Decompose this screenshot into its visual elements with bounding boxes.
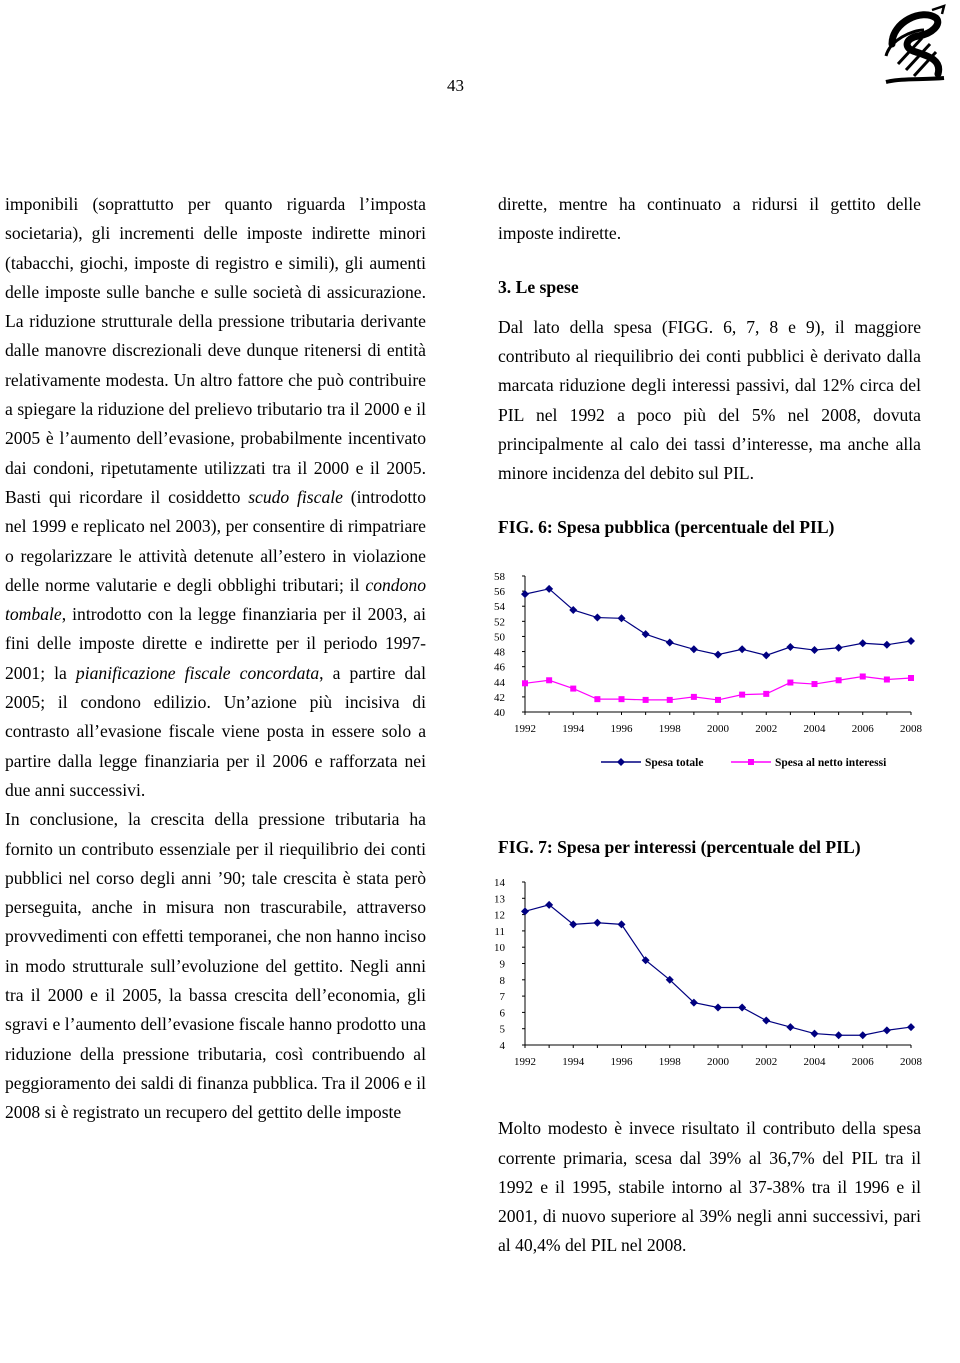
chart-0-series-0-point — [642, 630, 650, 638]
chart-0-legend-marker-1 — [748, 759, 754, 765]
chart-0-series-1-point — [715, 697, 721, 703]
chart-0-y-tick-label: 52 — [494, 616, 505, 629]
chart-1-x-tick-label: 1998 — [658, 1056, 681, 1069]
chart-0-series-0-point — [666, 638, 674, 646]
chart-0-series-1-point — [739, 692, 745, 698]
chart-0-y-tick-label: 54 — [494, 601, 505, 614]
chart-0-legend-label-1: Spesa al netto interessi — [775, 756, 887, 769]
chart-0-series-0-point — [859, 639, 867, 647]
left-text-1: imponibili (soprattutto per quanto riguarda l’imposta societaria), gli incrementi delle imposte indirette minori (tabacchi, giochi, imposte di registro e simili), gli aumenti delle imposte sulle banche e sulle società di assicurazione. La riduzione strutturale della pressione tributaria derivante dalle manovre discrezionali deve dunque ritenersi di entità relativamente modesta. Un altro fattore che può contribuire a spiegare la riduzione del prelievo tributario tra il 2000 e il 2005 è l’aumento dell’evasione, probabilmente incentivato dai condoni, ripetutamente utilizzati tra il 2000 e il 2005. Basti qui ricordare il cosiddetto — [5, 194, 426, 507]
chart-0-series-1-point — [763, 691, 769, 697]
chart-0-y-tick-label: 58 — [494, 570, 505, 583]
emphasis-condono-tombale: condono tombale — [5, 574, 426, 625]
section-heading: 3. Le spese — [498, 276, 579, 297]
chart-0-series-0-point — [714, 651, 722, 659]
chart-1-y-tick-label: 7 — [499, 991, 505, 1004]
fig7-caption: FIG. 7: Spesa per interessi (percentuale del PIL) — [498, 836, 861, 857]
chart-0-x-tick-label: 1992 — [514, 722, 536, 735]
chart-0-series-1-point — [667, 697, 673, 703]
chart-1-x-tick-label: 2000 — [707, 1056, 729, 1069]
chart-0-legend-label-0: Spesa totale — [645, 756, 704, 769]
chart-1-series-0-point — [907, 1023, 915, 1031]
chart-0-series-0-point — [835, 644, 843, 652]
emphasis-pianificazione-fiscale: pianificazione fiscale concordata — [75, 662, 320, 683]
chart-0-series-1-point — [860, 673, 866, 679]
right-column — [494, 190, 922, 1261]
chart-1-x-tick-label: 2002 — [755, 1056, 778, 1069]
chart-0-x-tick-label: 2006 — [851, 722, 874, 735]
chart-1-y-tick-label: 12 — [494, 909, 505, 922]
chart-fig7 — [494, 872, 928, 1072]
logo — [872, 4, 956, 88]
chart-1-y-tick-label: 8 — [499, 975, 505, 988]
chart-0-x-tick-label: 1996 — [610, 722, 633, 735]
chart-1-y-tick-label: 4 — [499, 1040, 505, 1053]
chart-0-series-0-point — [811, 646, 819, 654]
chart-1-y-tick-label: 6 — [499, 1007, 505, 1020]
chart-0-series-1-point — [884, 676, 890, 682]
chart-1-y-tick-label: 11 — [494, 926, 505, 939]
chart-0-series-0-point — [593, 614, 601, 622]
chart-0-series-0-point — [738, 645, 746, 653]
chart-0-series-0-line — [525, 589, 911, 655]
chart-fig6 — [494, 566, 928, 796]
right-paragraph-2: Dal lato della spesa (FIGG. 6, 7, 8 e 9), il maggiore contributo al riequilibrio dei conti pubblici è derivato dalla marcata riduzione degli interessi passivi, dal 12% circa del PIL nel 1992 a poco più del 5% nel 2008, dovuta principalmente al calo dei tassi d’interesse, ma anche alla minore incidenza del debito sul PIL. — [498, 316, 921, 484]
page-number: 43 — [447, 76, 464, 95]
right-paragraph-3: Molto modesto è invece risultato il contributo della spesa corrente primaria, scesa dal 39% al 36,7% del PIL tra il 1992 e il 1995, stabile intorno al 37-38% tra il 1996 e il 2001, di nuovo superiore al 39% negli anni successivi, pari al 40,4% del PIL nel 2008. — [498, 1118, 921, 1256]
chart-1-y-tick-label: 9 — [499, 958, 505, 971]
left-text-4: , a partire dal 2005; il condono edilizio. Un’azione più incisiva di contrasto all’evasione fiscale viene posta in essere solo a partire dalla legge finanziaria per il 2006 e rafforzata nei due anni successivi. — [5, 662, 426, 800]
chart-1-x-tick-label: 1994 — [562, 1056, 585, 1069]
chart-0-y-tick-label: 50 — [494, 631, 505, 644]
chart-1-x-tick-label: 1996 — [610, 1056, 633, 1069]
chart-0-x-tick-label: 2008 — [900, 722, 922, 735]
chart-1-y-tick-label: 10 — [494, 942, 505, 955]
chart-1-series-0-point — [762, 1017, 770, 1025]
fig6-caption: FIG. 6: Spesa pubblica (percentuale del PIL) — [498, 516, 835, 537]
chart-0-series-1-point — [594, 696, 600, 702]
chart-0-series-1-point — [643, 697, 649, 703]
chart-1-x-tick-label: 2008 — [900, 1056, 922, 1069]
chart-1-series-0-point — [714, 1004, 722, 1012]
chart-1-series-0-point — [859, 1031, 867, 1039]
chart-1-x-tick-label: 2004 — [803, 1056, 826, 1069]
chart-0-series-1-point — [908, 675, 914, 681]
chart-0-series-1-line — [525, 676, 911, 699]
chart-1-series-0-point — [593, 919, 601, 927]
chart-0-y-tick-label: 56 — [494, 586, 505, 599]
chart-0-x-tick-label: 1994 — [562, 722, 585, 735]
chart-0-series-0-point — [786, 643, 794, 651]
chart-0-x-tick-label: 2004 — [803, 722, 826, 735]
chart-1-series-0-point — [835, 1031, 843, 1039]
chart-0-series-1-point — [691, 694, 697, 700]
chart-0-x-tick-label: 2002 — [755, 722, 778, 735]
chart-0-series-1-point — [522, 680, 528, 686]
chart-0-y-tick-label: 44 — [494, 676, 505, 689]
chart-0-y-tick-label: 48 — [494, 646, 505, 659]
chart-0-y-tick-label: 42 — [494, 691, 505, 704]
chart-0-y-tick-label: 46 — [494, 661, 505, 674]
chart-0-series-0-point — [618, 614, 626, 622]
chart-0-series-1-point — [570, 686, 576, 692]
chart-0-series-0-point — [883, 641, 891, 649]
chart-0-x-tick-label: 1998 — [658, 722, 681, 735]
chart-0-series-1-point — [836, 677, 842, 683]
chart-1-y-tick-label: 13 — [494, 893, 505, 906]
chart-1-series-0-point — [618, 921, 626, 929]
chart-0-legend-marker-0 — [617, 758, 625, 766]
chart-0-series-1-point — [787, 680, 793, 686]
chart-0-y-tick-label: 40 — [494, 706, 505, 719]
chart-1-y-tick-label: 14 — [494, 877, 505, 890]
chart-0-x-tick-label: 2000 — [707, 722, 729, 735]
chart-1-series-0-point — [786, 1023, 794, 1031]
chart-0-series-0-point — [762, 651, 770, 659]
left-column — [5, 190, 426, 1128]
chart-1-series-0-point — [811, 1030, 819, 1038]
right-paragraph-1: dirette, mentre ha continuato a ridursi il gettito delle imposte indirette. — [498, 194, 921, 244]
chart-1-series-0-point — [883, 1027, 891, 1035]
chart-1-y-tick-label: 5 — [499, 1023, 505, 1036]
left-text-2: (introdotto nel 1999 e replicato nel 2003), per consentire di rimpatriare o regolarizzare le attività detenute all’estero in violazione delle norme valutarie e degli obblighi tributari; il — [5, 486, 426, 595]
left-paragraph-1 — [5, 190, 426, 805]
chart-0-series-1-point — [619, 696, 625, 702]
chart-1-x-tick-label: 2006 — [851, 1056, 874, 1069]
emphasis-scudo-fiscale: scudo fiscale — [248, 486, 343, 507]
chart-0-series-1-point — [546, 677, 552, 683]
left-paragraph-2: In conclusione, la crescita della pressione tributaria ha fornito un contributo essenziale per il riequilibrio dei conti pubblici nel corso degli anni ’90; tale crescita è stata però perseguita, anche in misura non trascurabile, attraverso provvedimenti con effetti temporanei, che non hanno inciso in modo strutturale sull’evoluzione del gettito. Negli anni tra il 2000 e il 2005, la bassa crescita dell’economia, gli sgravi e l’aumento dell’evasione fiscale hanno prodotto una riduzione della pressione tributaria, così contribuendo al peggioramento dei saldi di finanza pubblica. Tra il 2006 e il 2008 si è registrato un recupero del gettito delle imposte — [5, 809, 426, 1123]
chart-0-series-0-point — [690, 645, 698, 653]
chart-1-series-0-point — [738, 1004, 746, 1012]
chart-0-series-1-point — [812, 681, 818, 687]
left-text-3: , introdotto con la legge finanziaria per il 2003, ai fini delle imposte dirette e indirette per il periodo 1997-2001; la — [5, 604, 426, 683]
chart-1-series-0-line — [525, 905, 911, 1035]
chart-0-series-0-point — [907, 637, 915, 645]
chart-1-x-tick-label: 1992 — [514, 1056, 536, 1069]
